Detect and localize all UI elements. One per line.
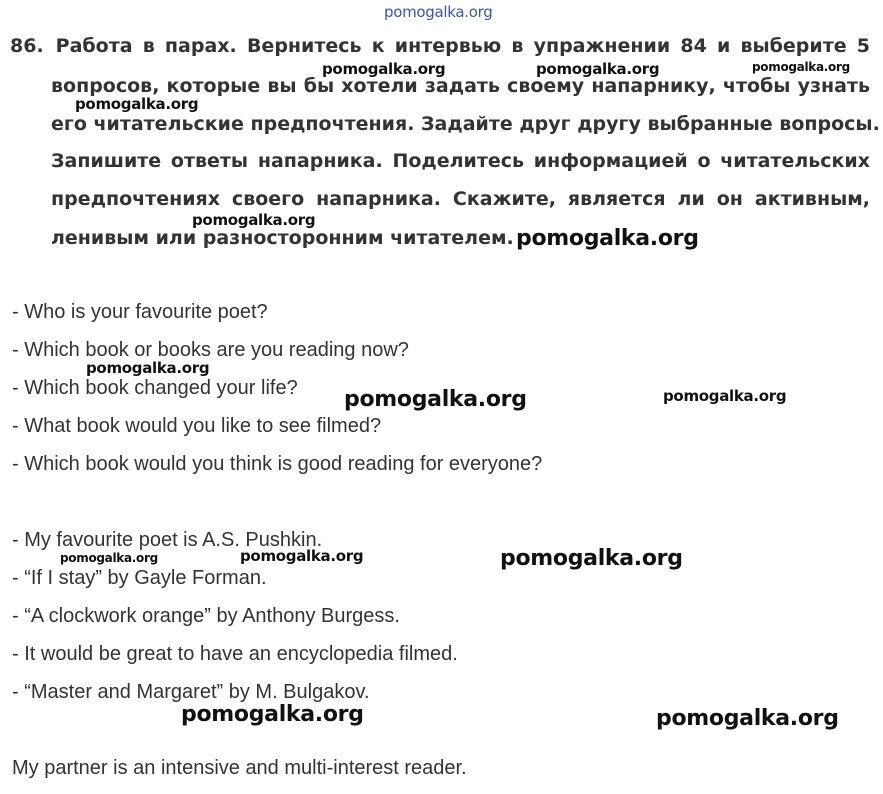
- answer-item: - “A clockwork orange” by Anthony Burgess.: [12, 605, 400, 627]
- question-item: - Which book would you think is good reading for everyone?: [12, 453, 543, 475]
- watermark: pomogalka.org: [752, 60, 850, 74]
- answer-item: - My favourite poet is A.S. Pushkin.: [12, 529, 323, 551]
- watermark: pomogalka.org: [500, 546, 683, 571]
- task-text-line-6: ленивым или разносторонним читателем.: [51, 227, 514, 249]
- watermark: pomogalka.org: [344, 387, 527, 412]
- watermark-top: pomogalka.org: [384, 3, 493, 21]
- watermark: pomogalka.org: [536, 60, 660, 78]
- watermark: pomogalka.org: [663, 387, 787, 405]
- task-text-line-1: Работа в парах. Вернитесь к интервью в упражнении 84 и выберите 5: [55, 35, 870, 57]
- watermark: pomogalka.org: [181, 702, 364, 727]
- answer-item: - It would be great to have an encyclopedia filmed.: [12, 643, 458, 665]
- watermark: pomogalka.org: [656, 706, 839, 731]
- watermark: pomogalka.org: [516, 226, 699, 251]
- summary-text: My partner is an intensive and multi-interest reader.: [12, 757, 467, 779]
- answer-item: - “Master and Margaret” by M. Bulgakov.: [12, 681, 370, 703]
- question-item: - Which book or books are you reading now?: [12, 339, 409, 361]
- watermark: pomogalka.org: [75, 95, 199, 113]
- task-line-4: [51, 147, 870, 175]
- task-text-line-2: вопросов, которые вы бы хотели задать своему напарнику, чтобы узнать: [51, 75, 870, 97]
- task-line-5: [51, 185, 870, 213]
- watermark: pomogalka.org: [60, 551, 158, 565]
- task-line-3: [51, 110, 880, 138]
- task-text-line-5: предпочтениях своего напарника. Скажите, является ли он активным,: [51, 188, 870, 210]
- question-item: - Who is your favourite poet?: [12, 301, 268, 323]
- question-item: - Which book changed your life?: [12, 377, 298, 399]
- watermark: pomogalka.org: [192, 211, 316, 229]
- task-text-line-4: Запишите ответы напарника. Поделитесь информацией о читательских: [51, 150, 870, 172]
- watermark: pomogalka.org: [240, 547, 364, 565]
- task-text-line-3: его читательские предпочтения. Задайте друг другу выбранные вопросы.: [51, 113, 880, 135]
- task-number: 86.: [10, 35, 44, 57]
- watermark: pomogalka.org: [322, 60, 446, 78]
- watermark: pomogalka.org: [86, 359, 210, 377]
- answer-item: - “If I stay” by Gayle Forman.: [12, 567, 267, 589]
- question-item: - What book would you like to see filmed?: [12, 415, 382, 437]
- task-line-1: [10, 32, 870, 60]
